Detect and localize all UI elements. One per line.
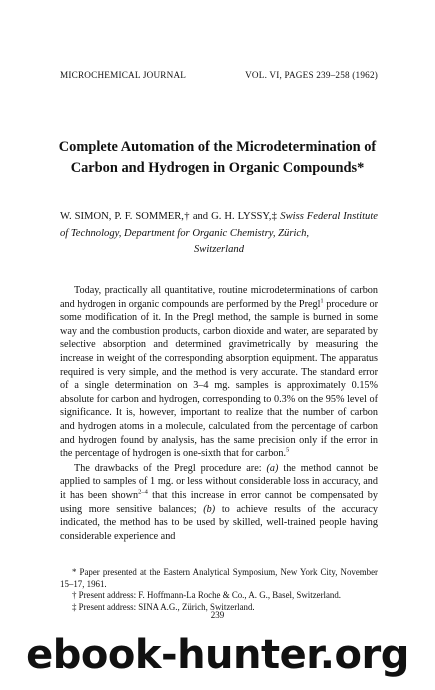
affiliation: Swiss Federal Institute of Technology, Department for Organic Chemistry, Zürich, [60, 211, 378, 239]
paragraph-2 [60, 462, 378, 544]
author-block [60, 209, 378, 259]
footnote-3: ‡ Present address: SINA A.G., Zürich, Switzerland. [72, 601, 255, 612]
affiliation-country: Switzerland [193, 244, 245, 255]
p2-text-a: The drawbacks of the Pregl procedure are: [74, 462, 267, 474]
item-label: (a) [266, 462, 279, 474]
footnotes [60, 567, 378, 613]
volume-pages: VOL. VI, PAGES 239–258 (1962) [245, 70, 378, 80]
item-label: (b) [203, 503, 216, 515]
author-names: W. SIMON, P. F. SOMMER,† and G. H. LYSSY,‡ [60, 211, 278, 222]
page-number: 239 [210, 610, 225, 620]
footnote-1: * Paper presented at the Eastern Analytical Symposium, New York City, November 15–17, 1961. [60, 567, 378, 589]
p2-text-c: that this increase in error cannot be compensated by using more sensitive balances; [60, 489, 378, 515]
running-head [60, 70, 378, 80]
ref-superscript: 2–4 [138, 488, 148, 496]
ref-superscript: 5 [286, 446, 290, 454]
article-title: Complete Automation of the Microdetermination of Carbon and Hydrogen in Organic Compounds* [58, 139, 377, 176]
ref-superscript: 1 [320, 297, 324, 305]
p2-text-d: to achieve results of the accuracy indicated, the method has to be used by skilled, well-trained people having considerable experience and [60, 503, 378, 542]
footnote-2: † Present address: F. Hoffmann-La Roche & Co., A. G., Basel, Switzerland. [72, 590, 342, 601]
journal-name: MICROCHEMICAL JOURNAL [60, 70, 187, 80]
watermark-text: ebook-hunter.org [26, 632, 409, 678]
body-text [60, 284, 378, 543]
paragraph-1 [60, 284, 378, 461]
p1-text-a: Today, practically all quantitative, routine microdeterminations of carbon and hydrogen in organic compounds are performed by the Pregl [60, 285, 378, 310]
p1-text-b: procedure or some modification of it. In the Pregl method, the sample is burned in some way and the combustion products, carbon dioxide and water, are separated by selective absorption and determined gravimetrically by measuring the increase in weight of the corresponding absorption equipment. The apparatus required is very simple, and the method is very accurate. The standard error of a single determination on 3–4 mg. samples is approximately 0.15% absolute for carbon and hydrogen, corresponding to 0.3% on the 95% level of significance. It is, however, important to realize that the number of carbon and hydrogen atoms in a molecule, calculated from the percentage of carbon and hydrogen found by analysis, has the same precision only if the error in the percentage of hydrogen is one-sixth that for carbon. [60, 298, 378, 460]
p2-text-b: the method cannot be applied to samples of 1 mg. or less without considerable loss in accuracy, and it has been shown [60, 462, 378, 501]
